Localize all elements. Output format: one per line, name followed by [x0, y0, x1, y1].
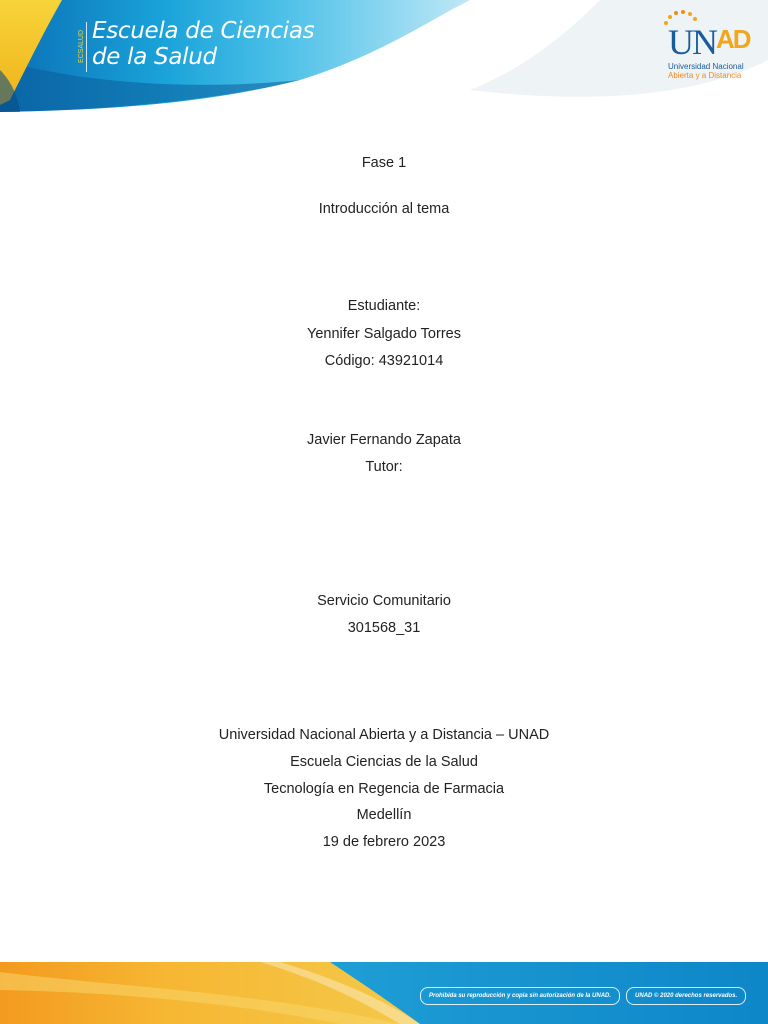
student-name: Yennifer Salgado Torres [307, 326, 461, 342]
program-name: Tecnología en Regencia de Farmacia [263, 781, 505, 797]
logo-subtitle-line2: Abierta y a Distancia [668, 71, 742, 80]
header-banner [0, 0, 768, 115]
course-code: 301568_31 [347, 620, 421, 636]
student-label: Estudiante: [347, 298, 421, 314]
course-name: Servicio Comunitario [317, 593, 451, 609]
unad-logo [662, 10, 758, 90]
logo-wordmark [668, 24, 750, 63]
city: Medellín [356, 807, 412, 823]
university-name: Universidad Nacional Abierta y a Distancia – UNAD [218, 727, 550, 743]
school-name: Escuela Ciencias de la Salud [290, 754, 478, 770]
title-divider [86, 22, 87, 72]
footer-copy-notice: Prohibida su reproducción y copia sin autorización de la UNAD. [420, 987, 620, 1005]
student-code: Código: 43921014 [324, 353, 444, 369]
logo-subtitle-line1: Universidad Nacional [668, 62, 744, 71]
footer-banner [0, 962, 768, 1024]
school-title-line1: Escuela de Ciencias [92, 18, 315, 44]
footer-rights-notice: UNAD © 2020 derechos reservados. [626, 987, 746, 1005]
date: 19 de febrero 2023 [322, 834, 446, 850]
tutor-label: Tutor: [365, 459, 403, 475]
logo-letters-ad: AD [716, 24, 750, 54]
logo-letter-u: U [668, 22, 692, 62]
school-title [92, 18, 314, 70]
topic-title: Introducción al tema [318, 201, 450, 217]
footer-notice [420, 988, 746, 1004]
school-vertical-tag-text: ECSALUD [78, 29, 86, 63]
school-title-line2: de la Salud [92, 44, 217, 70]
logo-letter-n: N [692, 22, 716, 62]
tutor-name: Javier Fernando Zapata [307, 432, 461, 448]
phase-title: Fase 1 [361, 155, 407, 171]
